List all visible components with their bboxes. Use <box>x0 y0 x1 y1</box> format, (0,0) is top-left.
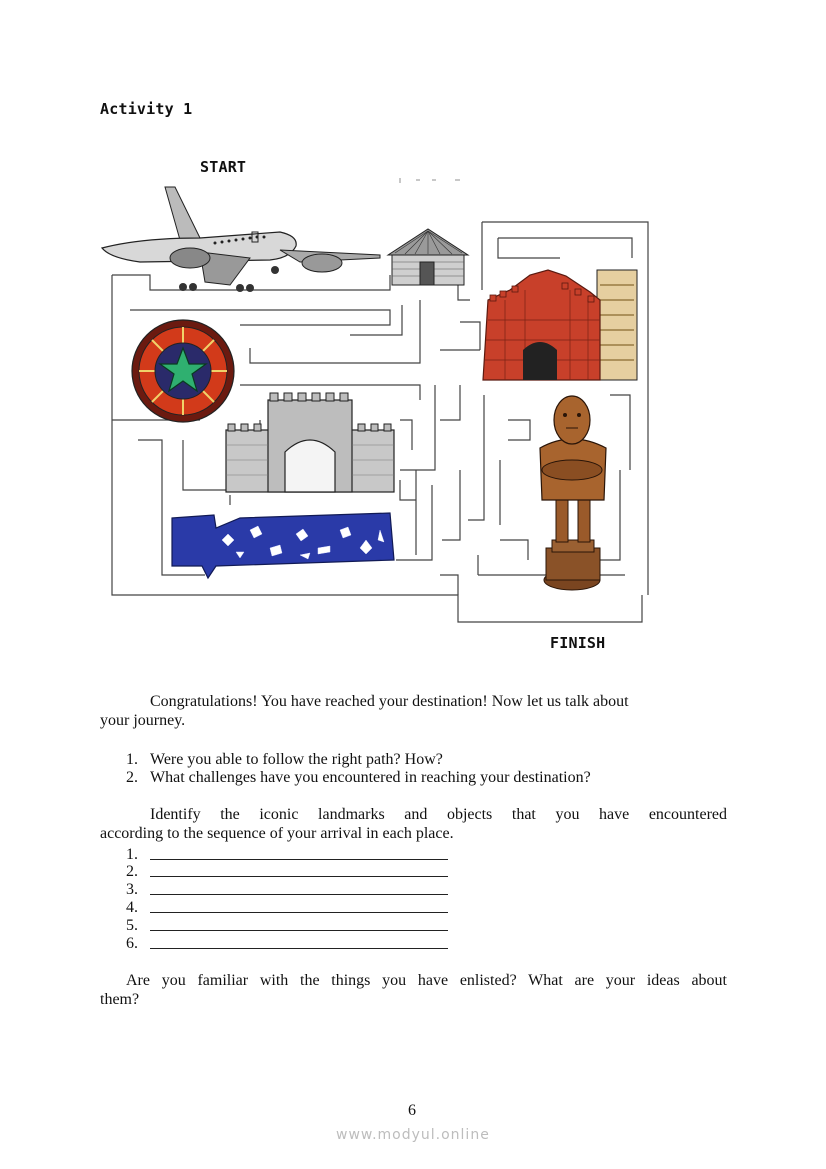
blank-number: 5. <box>126 917 138 934</box>
question-number: 1. <box>126 751 138 768</box>
answer-blank-line[interactable] <box>150 894 448 895</box>
closing-second-line: them? <box>100 991 140 1008</box>
blank-number: 6. <box>126 935 138 952</box>
bulul-statue-icon <box>540 396 606 590</box>
identify-second-line: according to the sequence of your arrival in each place. <box>100 825 454 842</box>
finish-label: FINISH <box>550 634 606 652</box>
answer-blank-line[interactable] <box>150 930 448 931</box>
blank-number: 4. <box>126 899 138 916</box>
question-text: What challenges have you encountered in reaching your destination? <box>150 769 591 786</box>
intro-first-line: Congratulations! You have reached your destination! Now let us talk about <box>150 693 629 710</box>
answer-blank-line[interactable] <box>150 859 448 860</box>
red-fort-icon <box>483 270 637 380</box>
top-scribble <box>400 178 460 183</box>
question-text: Were you able to follow the right path? How? <box>150 751 443 768</box>
closing-first-line: Are you familiar with the things you have enlisted? What are your ideas about <box>126 972 727 989</box>
start-label: START <box>200 158 247 176</box>
airplane-icon <box>102 187 380 292</box>
woven-mat-icon <box>132 320 234 422</box>
question-number: 2. <box>126 769 138 786</box>
blank-number: 1. <box>126 846 138 863</box>
blank-number: 3. <box>126 881 138 898</box>
answer-blank-line[interactable] <box>150 912 448 913</box>
answer-blank-line[interactable] <box>150 948 448 949</box>
nipa-hut-icon <box>388 229 468 285</box>
blue-textile-icon <box>172 513 394 578</box>
activity-title: Activity 1 <box>100 100 193 118</box>
identify-first-line: Identify the iconic landmarks and objects that you have encountered <box>150 806 727 823</box>
blank-number: 2. <box>126 863 138 880</box>
maze-diagram <box>95 170 655 630</box>
answer-blank-line[interactable] <box>150 876 448 877</box>
intro-second-line: your journey. <box>100 712 186 729</box>
fort-gate-icon <box>226 393 394 492</box>
page-number: 6 <box>408 1102 416 1119</box>
watermark: www.modyul.online <box>336 1127 490 1143</box>
